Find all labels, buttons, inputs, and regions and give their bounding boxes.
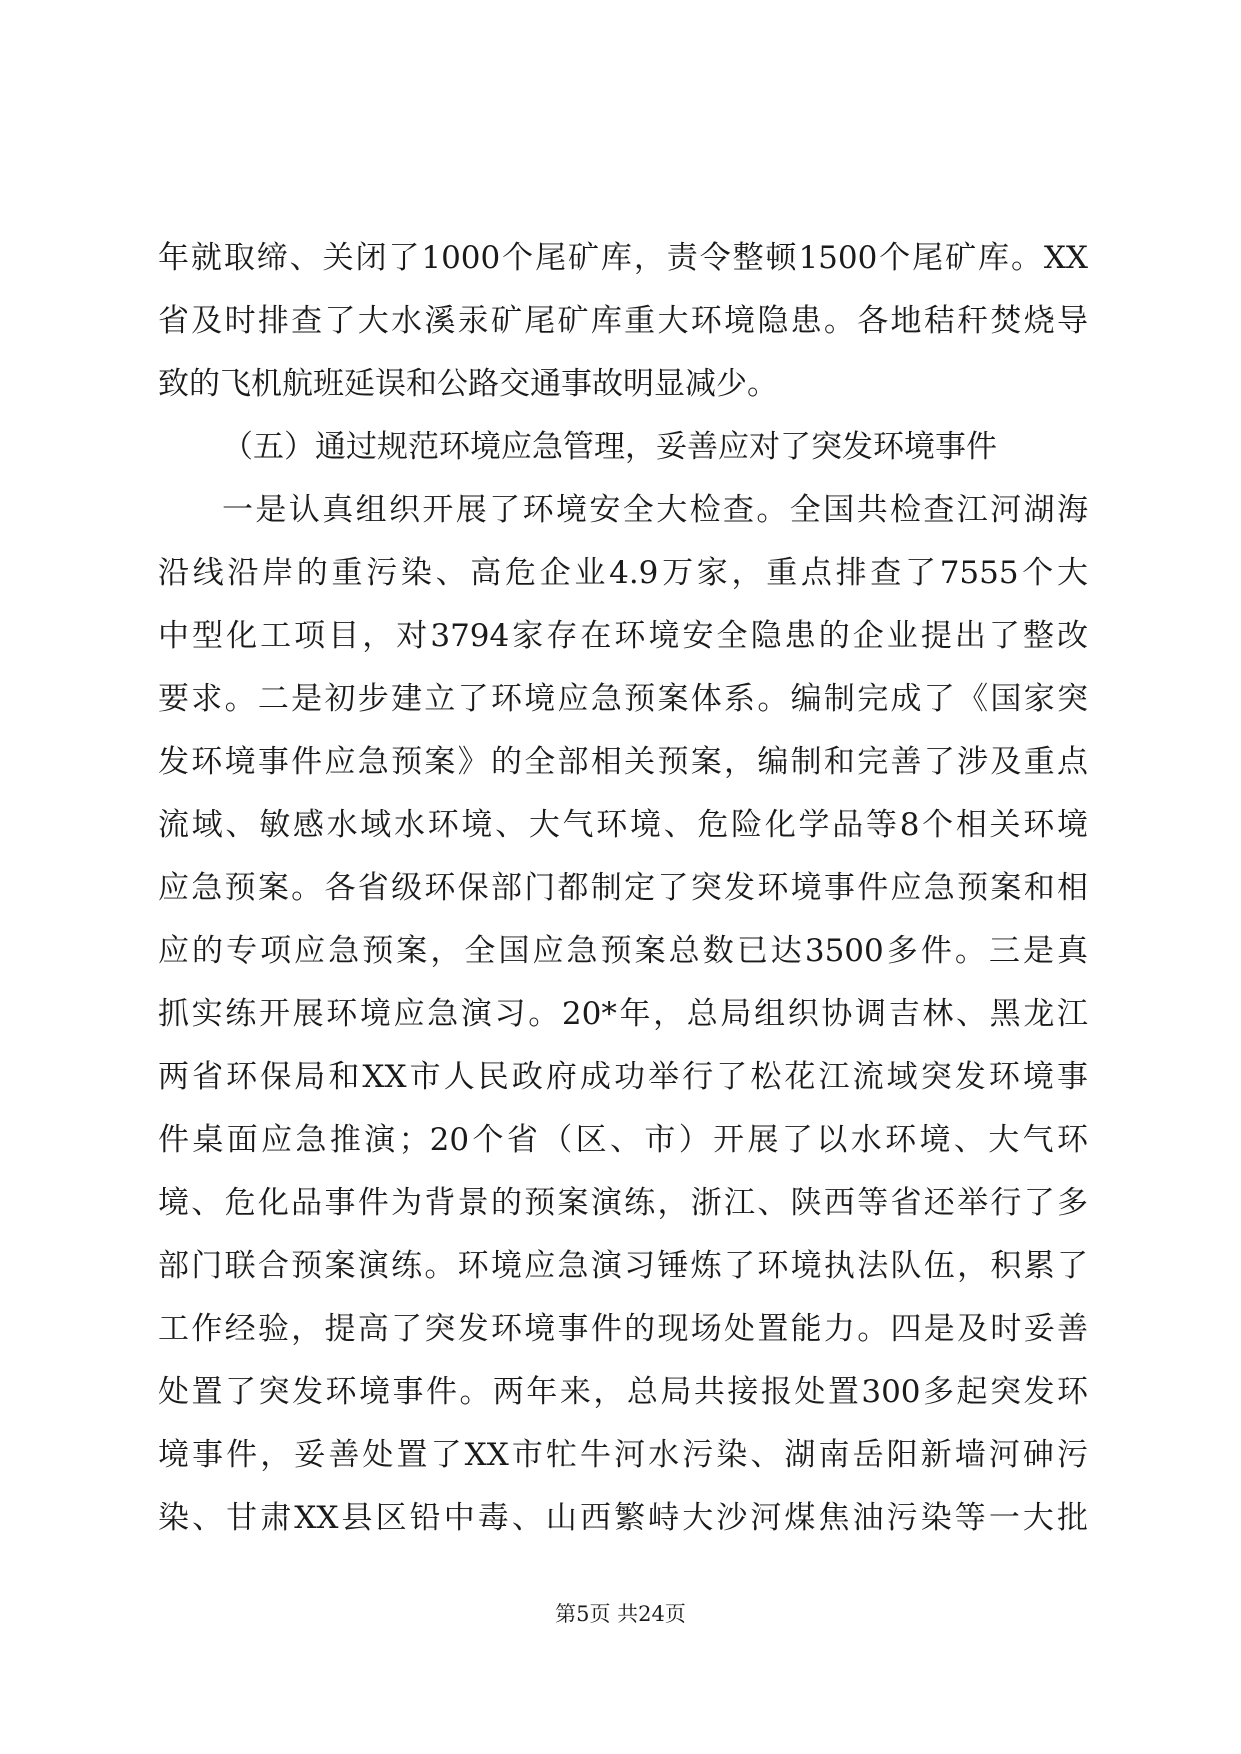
- body-text-line: 要求。二是初步建立了环境应急预案体系。编制完成了《国家突: [158, 681, 1088, 717]
- body-text-line: 省及时排查了大水溪汞矿尾矿库重大环境隐患。各地秸秆焚烧导: [158, 303, 1088, 339]
- body-text-line: 发环境事件应急预案》的全部相关预案，编制和完善了涉及重点: [158, 744, 1088, 780]
- body-text-line: 染、甘肃XX县区铅中毒、山西繁峙大沙河煤焦油污染等一大批: [158, 1500, 1088, 1536]
- section-heading: （五）通过规范环境应急管理，妥善应对了突发环境事件: [222, 429, 997, 465]
- body-text-line: 部门联合预案演练。环境应急演习锤炼了环境执法队伍，积累了: [158, 1248, 1088, 1284]
- body-text-line: 中型化工项目，对3794家存在环境安全隐患的企业提出了整改: [158, 618, 1088, 654]
- body-text-line: 两省环保局和XX市人民政府成功举行了松花江流域突发环境事: [158, 1059, 1088, 1095]
- body-text-line: 工作经验，提高了突发环境事件的现场处置能力。四是及时妥善: [158, 1311, 1088, 1347]
- body-text-line: 件桌面应急推演；20个省（区、市）开展了以水环境、大气环: [158, 1122, 1088, 1158]
- body-text-line: 应急预案。各省级环保部门都制定了突发环境事件应急预案和相: [158, 870, 1088, 906]
- body-text-line: 境、危化品事件为背景的预案演练，浙江、陕西等省还举行了多: [158, 1185, 1088, 1221]
- body-text-line: 应的专项应急预案，全国应急预案总数已达3500多件。三是真: [158, 933, 1088, 969]
- body-text-line: 抓实练开展环境应急演习。20*年，总局组织协调吉林、黑龙江: [158, 996, 1088, 1032]
- body-text-line: 流域、敏感水域水环境、大气环境、危险化学品等8个相关环境: [158, 807, 1088, 843]
- body-text-line: 沿线沿岸的重污染、高危企业4.9万家，重点排查了7555个大: [158, 555, 1088, 591]
- body-text-line: 年就取缔、关闭了1000个尾矿库，责令整顿1500个尾矿库。XX: [158, 240, 1088, 276]
- body-text-line: 处置了突发环境事件。两年来，总局共接报处置300多起突发环: [158, 1374, 1088, 1410]
- body-text-line: 境事件，妥善处置了XX市牤牛河水污染、湖南岳阳新墙河砷污: [158, 1437, 1088, 1473]
- body-text-line: 一是认真组织开展了环境安全大检查。全国共检查江河湖海: [222, 492, 1088, 528]
- page-number-footer: 第5页 共24页: [555, 1602, 686, 1626]
- body-text-line: 致的飞机航班延误和公路交通事故明显减少。: [158, 366, 778, 402]
